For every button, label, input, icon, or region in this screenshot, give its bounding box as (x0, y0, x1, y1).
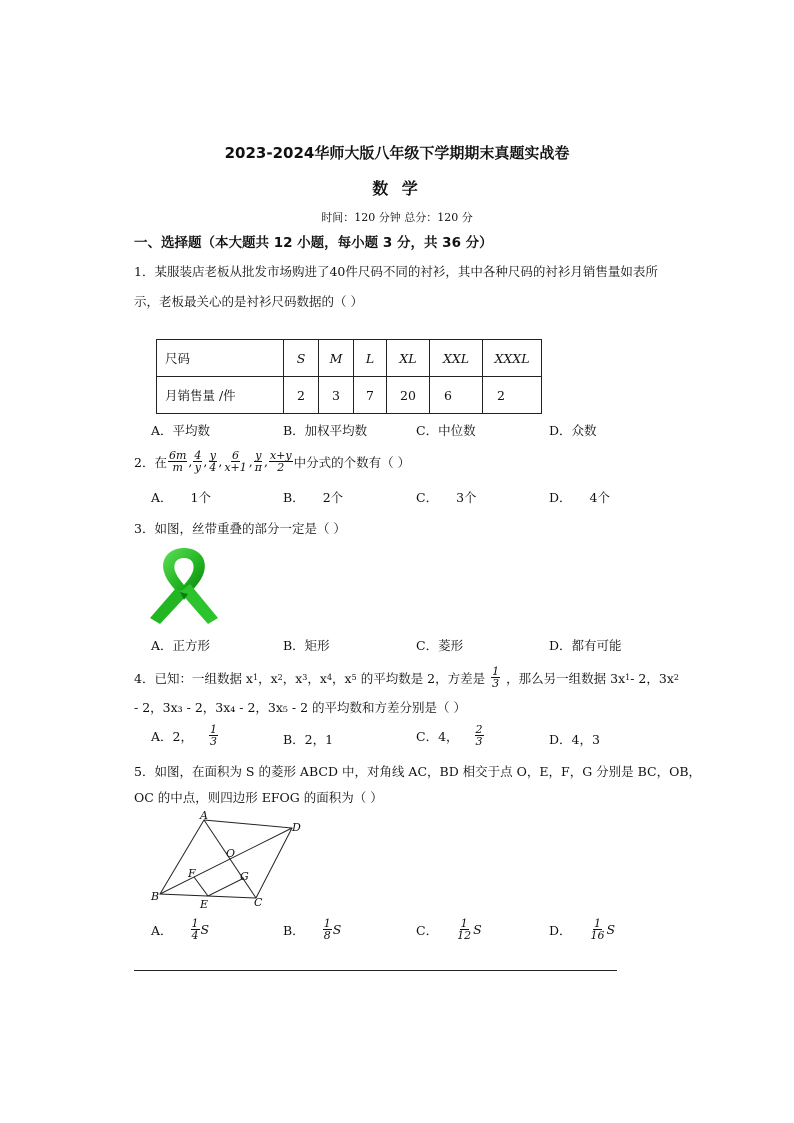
q1-line1: 1．某服装店老板从批发市场购进了40件尺码不同的衬衫，其中各种尺码的衬衫月销售量如表所 (134, 264, 658, 279)
option-letter: A． (151, 490, 173, 505)
separator: , (203, 454, 208, 469)
label-e: E (200, 898, 209, 911)
frac-denominator: 3 (492, 677, 500, 690)
option-letter: C． (416, 922, 439, 938)
option-fraction (456, 918, 472, 941)
label-d: D (292, 821, 301, 834)
q5-option-d[interactable] (549, 918, 615, 941)
q4-variance-fraction (491, 666, 500, 689)
subscript: 3 (302, 673, 308, 682)
q1-option-b[interactable]: B．加权平均数 (283, 423, 368, 438)
frac-numerator: 1 (460, 917, 468, 930)
page-title: 2023-2024华师大版八年级下学期期末真题实战卷 (224, 144, 570, 162)
q2-fraction (193, 450, 202, 473)
q5-line2: OC 的中点，则四边形 EFOG 的面积为（ ） (134, 790, 383, 805)
frac-numerator: y (255, 449, 262, 462)
q2-line (134, 450, 410, 473)
frac-denominator: 16 (590, 929, 605, 942)
separator: , (263, 454, 268, 469)
option-fraction (475, 724, 484, 747)
table-cell: M (319, 340, 354, 377)
table-cell: S (284, 340, 319, 377)
label-f: F (188, 867, 196, 880)
q5-option-c[interactable] (416, 918, 482, 941)
frac-denominator: 2 (277, 461, 285, 474)
q2-fraction (223, 450, 247, 473)
page-divider (134, 970, 617, 971)
subject-heading: 数 学 (372, 179, 422, 198)
option-letter: D． (549, 490, 572, 505)
frac-denominator: y (194, 461, 201, 474)
q2-fraction (168, 450, 187, 473)
frac-numerator: y (209, 449, 216, 462)
table-cell: XL (387, 340, 430, 377)
q4-text: ，那么另一组数据 3x (506, 670, 626, 686)
q4-option-d[interactable]: D．4，3 (549, 732, 600, 747)
frac-denominator: x+1 (224, 461, 247, 474)
frac-denominator: 12 (457, 929, 472, 942)
ribbon-figure (146, 544, 222, 626)
option-suffix: S (473, 922, 482, 937)
q3-option-a[interactable]: A．正方形 (151, 638, 211, 653)
option-letter: B． (283, 490, 305, 505)
option-text: 3个 (456, 490, 477, 505)
option-letter: B． (283, 922, 305, 938)
option-suffix: S (200, 922, 210, 937)
quad-efog (194, 877, 244, 896)
table-cell: 7 (354, 377, 387, 414)
exam-meta: 时间：120 分钟 总分：120 分 (321, 211, 473, 224)
label-a: A (200, 810, 208, 822)
table-cell: XXXL (483, 340, 542, 377)
option-letter: A． (151, 922, 173, 938)
option-letter: C． (416, 490, 439, 505)
label-o: O (226, 847, 236, 860)
frac-denominator: π (254, 461, 262, 474)
frac-numerator: 4 (194, 449, 202, 462)
frac-denominator: 4 (209, 461, 217, 474)
label-g: G (240, 870, 249, 883)
frac-denominator: 4 (191, 929, 199, 942)
table-cell: 3 (319, 377, 354, 414)
q4-text: - 2，3x (630, 670, 674, 686)
frac-numerator: 1 (492, 665, 500, 678)
frac-denominator: 3 (209, 735, 217, 748)
option-text: 1个 (190, 490, 211, 505)
option-fraction (323, 918, 332, 941)
frac-numerator: x+y (269, 449, 292, 462)
label-c: C (254, 896, 263, 909)
frac-numerator: 6m (168, 449, 187, 462)
separator: , (218, 454, 223, 469)
table-cell: 2 (483, 377, 542, 414)
frac-numerator: 1 (209, 723, 217, 736)
frac-numerator: 2 (475, 723, 483, 736)
frac-denominator: 8 (323, 929, 331, 942)
q1-option-c[interactable]: C．中位数 (416, 423, 476, 438)
table-row-label: 月销售量 /件 (157, 377, 284, 414)
frac-denominator: m (172, 461, 183, 474)
option-text: A．2， (151, 728, 193, 744)
ribbon-loop (163, 548, 205, 594)
option-text: C．4， (416, 728, 459, 744)
table-cell: XXL (430, 340, 483, 377)
option-suffix: S (606, 922, 616, 937)
frac-denominator: 3 (475, 735, 483, 748)
q5-line1: 5．如图，在面积为 S 的菱形 ABCD 中，对角线 AC，BD 相交于点 O，E，F，G 分别是 BC，OB， (134, 764, 702, 779)
q4-line1: 4．已知：一组数据 x 1 ，x 2 ，x 3 ，x 4 ，x 5 的平均数是 2，方差是 $\frac{1}{3}$ ，那么另一组数据 3x 1 - 2，3x 2 (134, 665, 679, 690)
q2-option-c[interactable] (416, 488, 477, 506)
q1-option-a[interactable]: A．平均数 (151, 423, 211, 438)
option-letter: D． (549, 922, 572, 938)
frac-numerator: 1 (191, 917, 199, 930)
q4-option-c[interactable] (416, 724, 485, 747)
separator: , (248, 454, 253, 469)
ribbon-right-tail (180, 584, 218, 624)
option-text: 4个 (589, 490, 610, 505)
table-cell: 6 (430, 377, 483, 414)
q4-text: 的平均数是 2，方差是 (360, 670, 486, 686)
frac-numerator: 1 (323, 917, 331, 930)
option-fraction (191, 918, 200, 941)
label-b: B (151, 890, 160, 903)
subscript: 4 (326, 673, 333, 682)
subscript: 2 (277, 673, 283, 682)
table-row (157, 377, 542, 414)
q4-option-a[interactable] (151, 724, 219, 747)
table-row-label: 尺码 (157, 340, 284, 377)
q3-text: 3．如图，丝带重叠的部分一定是（ ） (134, 521, 346, 536)
q2-option-d[interactable] (549, 488, 610, 506)
q3-option-b[interactable]: B．矩形 (283, 638, 330, 653)
q1-option-d[interactable]: D．众数 (549, 423, 597, 438)
q2-option-a[interactable] (151, 488, 211, 506)
table-cell: L (354, 340, 387, 377)
q4-line2: - 2，3x₃ - 2，3x₄ - 2，3x₅ - 2 的平均数和方差分别是（ ） (134, 700, 467, 715)
option-fraction (209, 724, 218, 747)
q1-line2: 示，老板最关心的是衬衫尺码数据的（ ） (134, 294, 363, 309)
q5-option-b[interactable] (283, 918, 341, 941)
q5-option-a[interactable] (151, 918, 209, 941)
table-cell: 20 (387, 377, 430, 414)
option-suffix: S (332, 922, 342, 937)
frac-numerator: 1 (594, 917, 602, 930)
option-fraction (590, 918, 606, 941)
q4-text: 4．已知：一组数据 x (134, 670, 253, 686)
q2-fraction (208, 450, 217, 473)
table-cell: 2 (284, 377, 319, 414)
q2-suffix: 中分式的个数有（ ） (293, 454, 411, 470)
size-sales-table (156, 339, 542, 414)
q3-option-d[interactable]: D．都有可能 (549, 638, 622, 653)
q2-fraction (254, 450, 263, 473)
q2-prefix: 2．在 (134, 454, 167, 470)
q2-option-b[interactable] (283, 488, 343, 506)
q4-option-b[interactable]: B．2，1 (283, 732, 334, 747)
option-text: 2个 (322, 490, 344, 505)
table-row (157, 340, 542, 377)
q2-fraction (269, 450, 293, 473)
rhombus-figure (146, 810, 316, 914)
separator: , (188, 454, 193, 469)
subscript: 5 (351, 673, 357, 682)
section-heading: 一、选择题（本大题共 12 小题，每小题 3 分，共 36 分） (134, 235, 493, 251)
subscript: 1 (252, 673, 259, 682)
q3-option-c[interactable]: C．菱形 (416, 638, 464, 653)
frac-numerator: 6 (232, 449, 240, 462)
